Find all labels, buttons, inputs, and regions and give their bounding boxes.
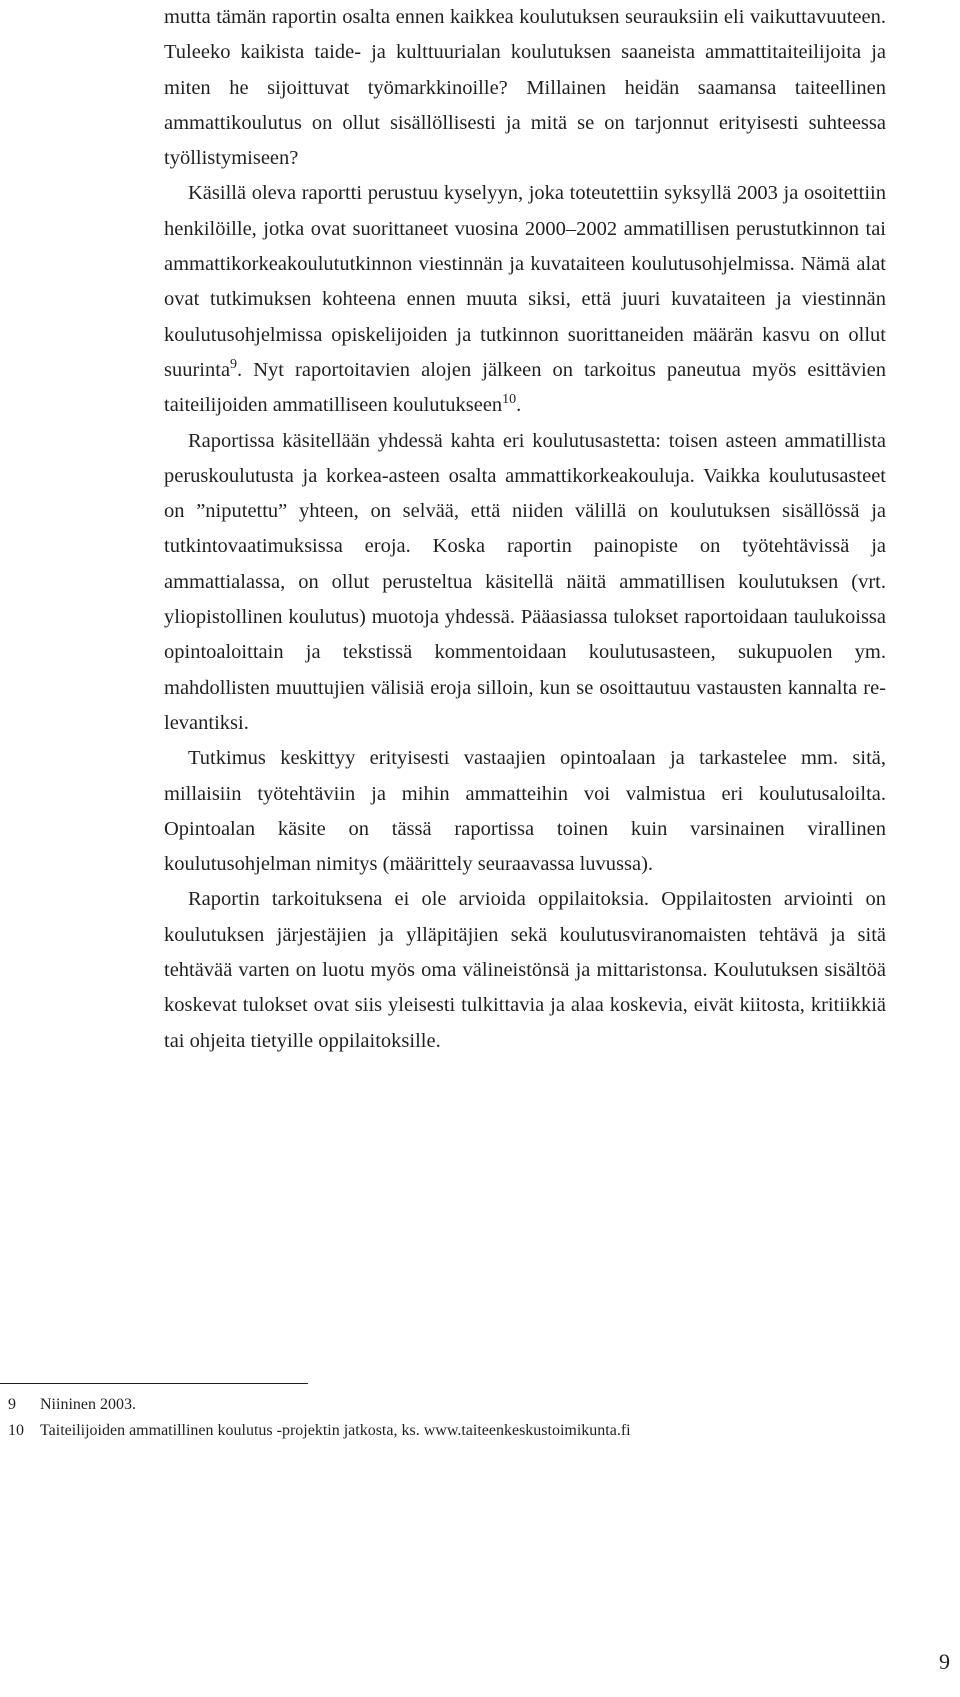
paragraph-4-text: Tutkimus keskittyy erityisesti vastaajien opintoalaan ja tarkastelee mm. sitä, millaisiin työtehtäviin ja mihin ammatteihin voi valmistua eri koulutusaloilta. Opintoalan käsite on tässä raportissa toinen kuin varsinainen virallinen koulutusohjelman nimitys (määrittely seuraavassa luvussa). [164,747,886,876]
footnote-ref-10[interactable]: 10 [502,392,517,408]
footnote-divider [0,1383,308,1384]
paragraph-1-text: mutta tämän raportin osalta ennen kaikkea koulutuksen seurauksiin eli vaikuttavuuteen. Tuleeko kaikista taide- ja kulttuurialan koulutuksen saaneista ammattitaiteilijoita ja miten he sijoittuvat työmarkkinoille? Millainen heidän saamansa taiteellinen ammattikoulutus on ollut sisällöllisesti ja mitä se on tarjonnut erityisesti suhteessa työllistymiseen? [164,6,886,170]
paragraph-3 [164,424,886,742]
footnote-number: 10 [8,1422,24,1439]
footnotes [8,1392,908,1444]
paragraph-1 [164,0,886,176]
footnote-text[interactable]: Taiteilijoiden ammatillinen koulutus -projektin jatkosta, ks. www.taiteenkeskustoimikunta.fi [40,1422,631,1439]
paragraph-5 [164,882,886,1058]
footnote-number: 9 [8,1396,16,1413]
page-number: 9 [939,1649,950,1674]
footnote-text: Niininen 2003. [40,1396,136,1413]
paragraph-2 [164,176,886,423]
paragraph-2-text-c: . [516,394,522,417]
paragraph-2-text-a: Käsillä oleva raportti perustuu kyselyyn, joka toteutettiin syksyllä 2003 ja osoitettiin henkilöille, jotka ovat suorittaneet vuosina 2000–2002 ammatillisen perustutkinnon tai ammattikorkeakoulututkinnon viestinnän ja kuvataiteen koulutusohjelmissa. Nämä alat ovat tutkimuksen kohteena ennen muuta siksi, että juuri kuvataiteen ja viestinnän koulutusohjelmissa opiskelijoiden ja tutkinnon suorittaneiden määrän kasvu on ollut suurinta [164,182,886,381]
footnote-10 [8,1418,908,1444]
footnote-ref-9[interactable]: 9 [230,356,238,372]
paragraph-4 [164,741,886,882]
footnote-9 [8,1392,908,1418]
paragraph-3-text: Raportissa käsitellään yhdessä kahta eri koulutusastetta: toisen asteen ammatillista peruskoulutusta ja korkea-asteen osalta ammattikorkeakouluja. Vaikka koulutusasteet on ”niputettu” yhteen, on selvää, että niiden välillä on koulutuksen sisällössä ja tutkintovaatimuksissa eroja. Koska raportin painopiste on työtehtävissä ja ammattialassa, on ollut perusteltua käsitellä näitä ammatillisen koulutuksen (vrt. yliopistollinen koulutus) muotoja yhdessä. Pääasiassa tulokset raportoidaan taulukoissa opintoaloittain ja tekstissä kommentoidaan koulutusasteen, sukupuolen ym. mahdollisten muuttujien välisiä eroja silloin, kun se osoittautuu vastausten kannalta relevantiksi. [164,429,886,734]
paragraph-5-text: Raportin tarkoituksena ei ole arvioida oppilaitoksia. Oppilaitosten arviointi on koulutuksen järjestäjien ja ylläpitäjien sekä koulutusviranomaisten tehtävä ja sitä tehtävää varten on luotu myös oma välineistönsä ja mittaristonsa. Koulutuksen sisältöä koskevat tulokset ovat siis yleisesti tulkittavia ja alaa koskevia, eivät kiitosta, kritiikkiä tai ohjeita tietyille oppilaitoksille. [164,888,886,1052]
body-text [164,0,886,1059]
paragraph-2-text-b: . Nyt raportoitavien alojen jälkeen on tarkoitus paneutua myös esittävien taiteilijoiden ammatilliseen koulutukseen [164,358,886,417]
